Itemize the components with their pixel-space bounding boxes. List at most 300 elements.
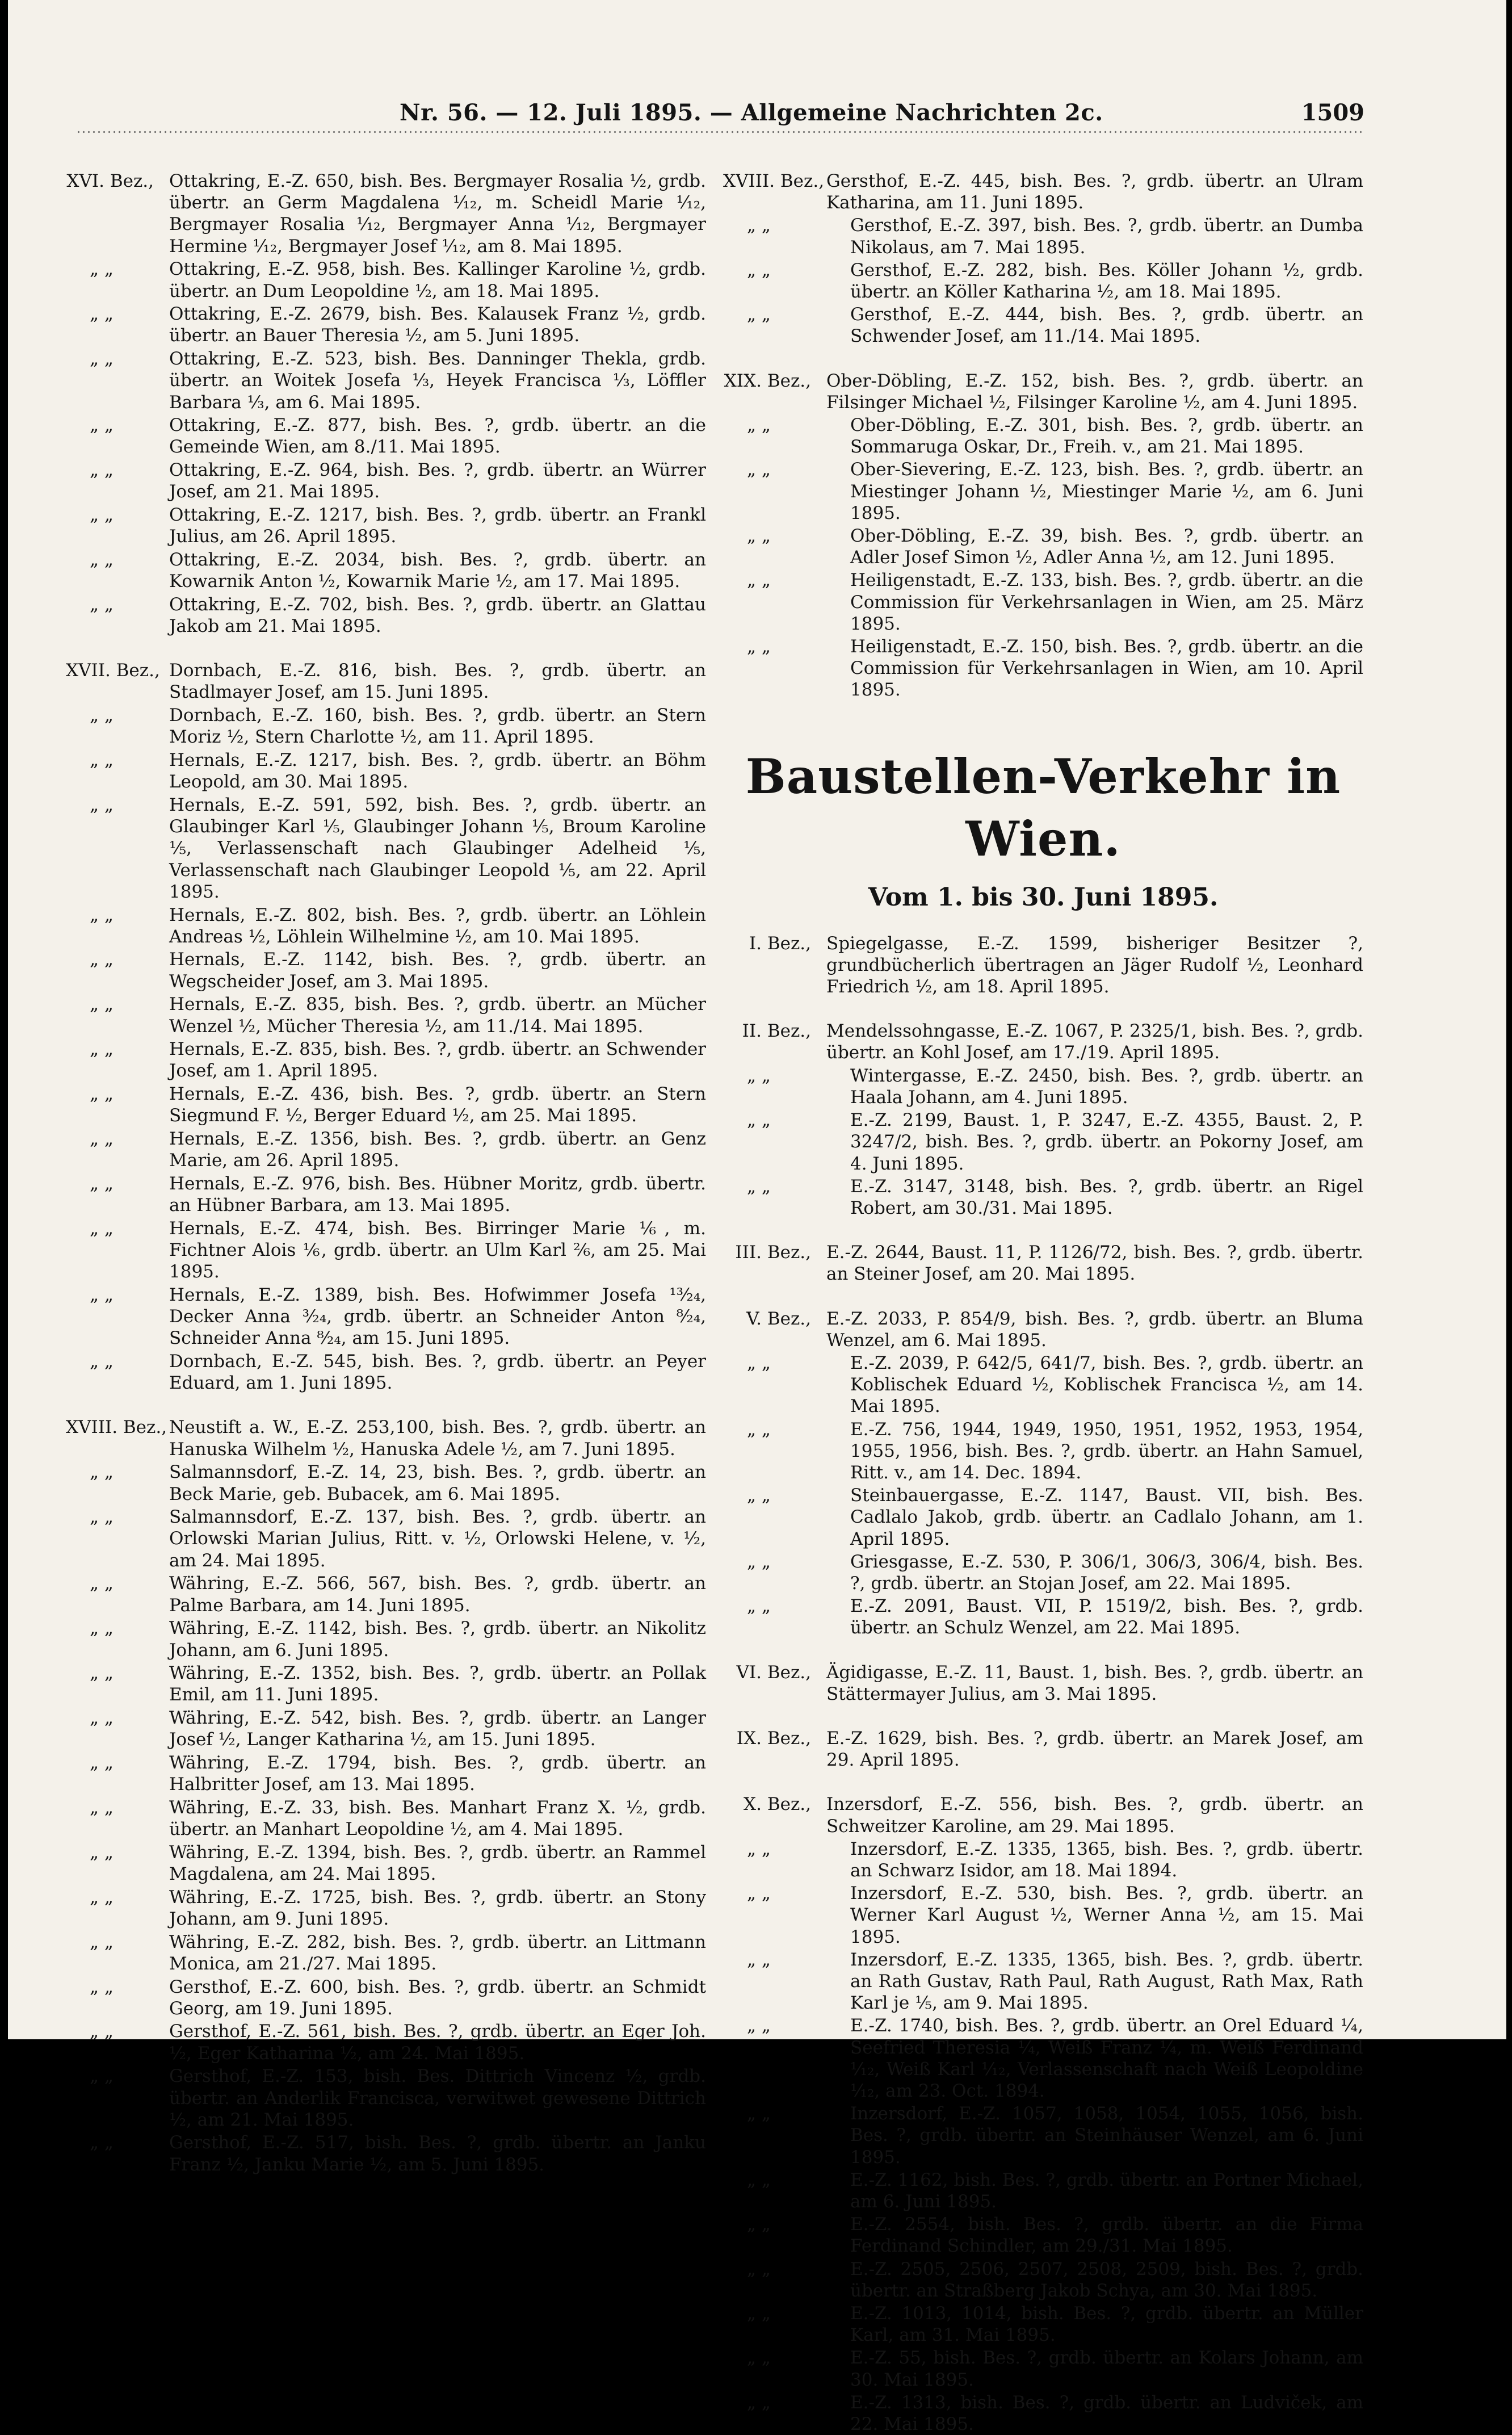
ditto-mark bbox=[723, 1595, 850, 1638]
ditto-mark bbox=[723, 2214, 850, 2257]
label-text: IX. Bez., bbox=[736, 1728, 811, 1749]
transfer-entry bbox=[66, 303, 706, 346]
entry-text: Hernals, E.-Z. 976, bish. Bes. Hübner Moritz, grdb. übertr. an Hübner Barbara, am 13. Mai 1895. bbox=[169, 1173, 706, 1216]
label-text: „ „ bbox=[90, 1931, 114, 1952]
entry-text: Ottakring, E.-Z. 523, bish. Bes. Danninger Thekla, grdb. übertr. an Woitek Josefa ⅓, Heyek Francisca ⅓, Löffler Barbara ⅓, am 6. Mai 1895. bbox=[169, 349, 706, 413]
ditto-mark bbox=[723, 304, 850, 347]
ditto-mark bbox=[66, 2065, 169, 2131]
ditto-mark bbox=[66, 2132, 169, 2175]
ditto-mark bbox=[723, 2169, 850, 2212]
transfer-entry bbox=[723, 215, 1363, 258]
district-label bbox=[723, 370, 826, 413]
transfer-entry bbox=[723, 1551, 1363, 1594]
district-label bbox=[66, 170, 169, 257]
ditto-mark bbox=[66, 1887, 169, 1930]
entry-text: Währing, E.-Z. 33, bish. Bes. Manhart Franz X. ½, grdb. übertr. an Manhart Leopoldine ½, am 4. Mai 1895. bbox=[169, 1797, 706, 1840]
ditto-mark bbox=[66, 794, 169, 903]
transfer-entry bbox=[723, 2015, 1363, 2102]
label-text: „ „ bbox=[90, 259, 114, 280]
label-text: „ „ bbox=[747, 1419, 771, 1440]
section-title: Baustellen-Verkehr in Wien. bbox=[745, 748, 1341, 867]
entry-text: E.-Z. 1740, bish. Bes. ?, grdb. übertr. an Orel Eduard ¼, Seefried Theresia ¼, Weiß Franz ¼, m. Weiß Ferdinand ¹⁄₁₂, Weiß Karl ¹⁄₁₂, Verlassenschaft nach Weiß Leopoldine ¹⁄₁₂, am 23. Oct. 1894. bbox=[850, 2015, 1363, 2102]
label-text: „ „ bbox=[747, 415, 771, 436]
ditto-mark bbox=[66, 1218, 169, 1283]
transfer-entry bbox=[723, 1485, 1363, 1550]
label-text: „ „ bbox=[747, 1551, 771, 1572]
label-text: „ „ bbox=[90, 1618, 114, 1639]
transfer-entry bbox=[723, 370, 1363, 413]
label-text: „ „ bbox=[747, 1883, 771, 1904]
label-text: II. Bez., bbox=[742, 1021, 811, 1042]
ditto-mark bbox=[723, 459, 850, 524]
district-label bbox=[723, 1020, 826, 1063]
entry-text: Hernals, E.-Z. 474, bish. Bes. Birringer Marie ⅙, m. Fichtner Alois ⅙, grdb. übertr. an Ulm Karl ²⁄₆, am 25. Mai 1895. bbox=[169, 1218, 706, 1283]
entry-text: E.-Z. 2039, P. 642/5, 641/7, bish. Bes. ?, grdb. übertr. an Koblischek Eduard ½, Koblischek Francisca ½, am 14. Mai 1895. bbox=[850, 1352, 1363, 1417]
label-text: „ „ bbox=[90, 505, 114, 526]
transfer-entry bbox=[66, 994, 706, 1037]
label-text: XVII. Bez., bbox=[66, 660, 160, 681]
entry-text: E.-Z. 1162, bish. Bes. ?, grdb. übertr. an Portner Michael, am 6. Juni 1895. bbox=[850, 2169, 1363, 2212]
ditto-mark bbox=[723, 569, 850, 635]
entry-text: Salmannsdorf, E.-Z. 14, 23, bish. Bes. ?, grdb. übertr. an Beck Marie, geb. Bubacek, am 6. Mai 1895. bbox=[169, 1462, 706, 1504]
label-text: „ „ bbox=[747, 1949, 771, 1970]
label-text: „ „ bbox=[90, 1462, 114, 1483]
ditto-mark bbox=[723, 1949, 850, 2014]
page-number: 1509 bbox=[1301, 99, 1364, 126]
transfer-entry bbox=[723, 1109, 1363, 1175]
entry-text: Gersthof, E.-Z. 397, bish. Bes. ?, grdb. übertr. an Dumba Nikolaus, am 7. Mai 1895. bbox=[850, 215, 1363, 258]
ditto-mark bbox=[723, 1551, 850, 1594]
entry-text: Währing, E.-Z. 542, bish. Bes. ?, grdb. übertr. an Langer Josef ½, Langer Katharina ½, am 15. Juni 1895. bbox=[169, 1708, 706, 1750]
transfer-entry bbox=[66, 1128, 706, 1171]
district-label bbox=[723, 1662, 826, 1705]
ditto-mark bbox=[66, 1573, 169, 1616]
ditto-mark bbox=[66, 1707, 169, 1750]
ditto-mark bbox=[723, 2392, 850, 2435]
running-head: Nr. 56. — 12. Juli 1895. — Allgemeine Nachrichten 2c. bbox=[400, 99, 1103, 126]
label-text: „ „ bbox=[747, 1110, 771, 1131]
label-text: VI. Bez., bbox=[736, 1662, 811, 1683]
label-text: „ „ bbox=[90, 1129, 114, 1150]
district-label bbox=[723, 1242, 826, 1285]
label-text: „ „ bbox=[747, 526, 771, 547]
transfer-entry bbox=[723, 1793, 1363, 1837]
label-text: „ „ bbox=[90, 794, 114, 815]
label-text: „ „ bbox=[747, 2392, 771, 2413]
transfer-entry bbox=[723, 569, 1363, 635]
label-text: „ „ bbox=[747, 304, 771, 325]
ditto-mark bbox=[723, 2303, 850, 2346]
ditto-mark bbox=[66, 549, 169, 592]
left-column bbox=[66, 170, 706, 2176]
label-text: „ „ bbox=[90, 949, 114, 970]
label-text: X. Bez., bbox=[744, 1794, 811, 1815]
ditto-mark bbox=[66, 705, 169, 748]
entry-text: Inzersdorf, E.-Z. 1335, 1365, bish. Bes. ?, grdb. übertr. an Schwarz Isidor, am 18. Mai 1894. bbox=[850, 1838, 1363, 1881]
entry-text: Gersthof, E.-Z. 517, bish. Bes. ?, grdb. übertr. an Janku Franz ½, Janku Marie ½, am 5. Juni 1895. bbox=[169, 2132, 706, 2175]
ditto-mark bbox=[723, 636, 850, 701]
label-text: „ „ bbox=[747, 1065, 771, 1086]
label-text: „ „ bbox=[747, 2303, 771, 2324]
label-text: „ „ bbox=[747, 215, 771, 236]
label-text: „ „ bbox=[747, 2015, 771, 2036]
ditto-mark bbox=[723, 1109, 850, 1175]
label-text: „ „ bbox=[90, 1507, 114, 1528]
ditto-mark bbox=[723, 2015, 850, 2102]
entry-text: Ottakring, E.-Z. 650, bish. Bes. Bergmayer Rosalia ½, grdb. übertr. an Germ Magdalena ¹⁄₁₂, m. Scheidl Marie ¹⁄₁₂, Bergmayer Rosalia ¹⁄₁₂, Bergmayer Anna ¹⁄₁₂, Bergmayer Hermine ¹⁄₁₂, Bergmayer Josef ¹⁄₁₂, am 8. Mai 1895. bbox=[169, 171, 706, 257]
entry-text: Gersthof, E.-Z. 600, bish. Bes. ?, grdb. übertr. an Schmidt Georg, am 19. Juni 1895. bbox=[169, 1976, 706, 2019]
label-text: „ „ bbox=[90, 594, 114, 615]
entry-text: Gersthof, E.-Z. 445, bish. Bes. ?, grdb. übertr. an Ulram Katharina, am 11. Juni 1895. bbox=[826, 171, 1363, 213]
entry-text: Hernals, E.-Z. 835, bish. Bes. ?, grdb. übertr. an Schwender Josef, am 1. April 1895. bbox=[169, 1039, 706, 1082]
ditto-mark bbox=[66, 904, 169, 948]
header-rule bbox=[76, 129, 1364, 136]
entry-text: Hernals, E.-Z. 1389, bish. Bes. Hofwimmer Josefa ¹³⁄₂₄, Decker Anna ³⁄₂₄, grdb. übertr. an Schneider Anton ⁸⁄₂₄, Schneider Anna ⁸⁄₂₄, am 15. Juni 1895. bbox=[169, 1284, 706, 1349]
entry-text: E.-Z. 2033, P. 854/9, bish. Bes. ?, grdb. übertr. an Bluma Wenzel, am 6. Mai 1895. bbox=[826, 1308, 1363, 1351]
transfer-entry bbox=[66, 2021, 706, 2064]
transfer-entry bbox=[66, 549, 706, 592]
label-text: XVIII. Bez., bbox=[66, 1417, 167, 1438]
ditto-mark bbox=[66, 1038, 169, 1082]
transfer-entry bbox=[66, 1976, 706, 2019]
label-text: „ „ bbox=[90, 1753, 114, 1774]
label-text: XVIII. Bez., bbox=[723, 171, 825, 191]
label-text: „ „ bbox=[747, 2348, 771, 2369]
district-label bbox=[723, 1793, 826, 1837]
entry-text: Wintergasse, E.-Z. 2450, bish. Bes. ?, grdb. übertr. an Haala Johann, am 4. Juni 1895. bbox=[850, 1065, 1363, 1108]
transfer-entry bbox=[66, 504, 706, 547]
transfer-entry bbox=[723, 304, 1363, 347]
entry-text: Hernals, E.-Z. 1142, bish. Bes. ?, grdb. übertr. an Wegscheider Josef, am 3. Mai 1895. bbox=[169, 949, 706, 992]
entry-text: Heiligenstadt, E.-Z. 133, bish. Bes. ?, grdb. übertr. an die Commission für Verkehrsanlagen in Wien, am 25. März 1895. bbox=[850, 570, 1363, 634]
entry-text: Hernals, E.-Z. 1356, bish. Bes. ?, grdb. übertr. an Genz Marie, am 26. April 1895. bbox=[169, 1129, 706, 1171]
ditto-mark bbox=[723, 259, 850, 303]
transfer-entry bbox=[66, 348, 706, 413]
label-text: III. Bez., bbox=[735, 1242, 811, 1263]
transfer-entry bbox=[66, 1707, 706, 1750]
label-text: „ „ bbox=[747, 636, 771, 657]
ditto-mark bbox=[66, 1842, 169, 1885]
label-text: V. Bez., bbox=[746, 1308, 811, 1329]
transfer-entry bbox=[723, 1662, 1363, 1705]
ditto-mark bbox=[66, 1284, 169, 1349]
label-text: „ „ bbox=[90, 994, 114, 1015]
ditto-mark bbox=[723, 1838, 850, 1881]
ditto-mark bbox=[723, 1485, 850, 1550]
label-text: „ „ bbox=[90, 1173, 114, 1194]
entry-text: Ober-Sievering, E.-Z. 123, bish. Bes. ?, grdb. übertr. an Miestinger Johann ½, Miestinger Marie ½, am 6. Juni 1895. bbox=[850, 459, 1363, 523]
label-text: „ „ bbox=[747, 1352, 771, 1373]
entry-text: Hernals, E.-Z. 436, bish. Bes. ?, grdb. übertr. an Stern Siegmund F. ½, Berger Eduard ½, am 25. Mai 1895. bbox=[169, 1084, 706, 1126]
transfer-entry bbox=[66, 459, 706, 502]
entry-text: E.-Z. 2644, Baust. 11, P. 1126/72, bish. Bes. ?, grdb. übertr. an Steiner Josef, am 20. Mai 1895. bbox=[826, 1242, 1363, 1285]
entry-text: Währing, E.-Z. 566, 567, bish. Bes. ?, grdb. übertr. an Palme Barbara, am 14. Juni 1895. bbox=[169, 1573, 706, 1616]
transfer-entry bbox=[723, 2303, 1363, 2346]
transfer-entry bbox=[66, 1931, 706, 1975]
label-text: „ „ bbox=[90, 1218, 114, 1239]
label-text: XIX. Bez., bbox=[724, 370, 811, 391]
transfer-entry bbox=[66, 794, 706, 903]
label-text: „ „ bbox=[90, 1084, 114, 1105]
entry-text: Inzersdorf, E.-Z. 1335, 1365, bish. Bes. ?, grdb. übertr. an Rath Gustav, Rath Paul, Rath August, Rath Max, Rath Karl je ⅕, am 9. Mai 1895. bbox=[850, 1949, 1363, 2014]
transfer-entry bbox=[66, 1887, 706, 1930]
label-text: „ „ bbox=[90, 1976, 114, 1997]
transfer-entry bbox=[66, 414, 706, 458]
ditto-mark bbox=[723, 2347, 850, 2390]
label-text: „ „ bbox=[90, 304, 114, 325]
ditto-mark bbox=[66, 1461, 169, 1504]
district-label bbox=[723, 1728, 826, 1771]
label-text: I. Bez., bbox=[749, 933, 811, 954]
entry-text: E.-Z. 3147, 3148, bish. Bes. ?, grdb. übertr. an Rigel Robert, am 30./31. Mai 1895. bbox=[850, 1176, 1363, 1218]
ditto-mark bbox=[723, 1419, 850, 1484]
transfer-entry bbox=[66, 1351, 706, 1394]
transfer-entry bbox=[723, 2214, 1363, 2257]
entry-text: Hernals, E.-Z. 802, bish. Bes. ?, grdb. übertr. an Löhlein Andreas ½, Löhlein Wilhelmine ½, am 10. Mai 1895. bbox=[169, 904, 706, 947]
entry-text: Gersthof, E.-Z. 153, bish. Bes. Dittrich Vincenz ½, grdb. übertr. an Anderlik Francisca, verwitwet gewesene Dittrich ½, am 21. Mai 1895. bbox=[169, 2066, 706, 2130]
transfer-entry bbox=[723, 259, 1363, 303]
label-text: „ „ bbox=[747, 1596, 771, 1617]
label-text: „ „ bbox=[747, 2169, 771, 2190]
entry-text: Währing, E.-Z. 1142, bish. Bes. ?, grdb. übertr. an Nikolitz Johann, am 6. Juni 1895. bbox=[169, 1618, 706, 1661]
transfer-entry bbox=[66, 705, 706, 748]
transfer-entry bbox=[723, 2103, 1363, 2168]
entry-text: Inzersdorf, E.-Z. 1057, 1058, 1054, 1055, 1056, bish. Bes. ?, grdb. übertr. an Steinhäuser Wenzel, am 6. Juni 1895. bbox=[850, 2103, 1363, 2168]
transfer-entry bbox=[66, 1461, 706, 1504]
entry-text: E.-Z. 1013, 1014, bish. Bes. ?, grdb. übertr. an Müller Karl, am 31. Mai 1895. bbox=[850, 2303, 1363, 2346]
ditto-mark bbox=[66, 2021, 169, 2064]
entry-text: Ottakring, E.-Z. 702, bish. Bes. ?, grdb. übertr. an Glattau Jakob am 21. Mai 1895. bbox=[169, 594, 706, 637]
entry-text: Währing, E.-Z. 1352, bish. Bes. ?, grdb. übertr. an Pollak Emil, am 11. Juni 1895. bbox=[169, 1663, 706, 1705]
ditto-mark bbox=[66, 1662, 169, 1705]
entry-text: E.-Z. 2091, Baust. VII, P. 1519/2, bish. Bes. ?, grdb. übertr. an Schulz Wenzel, am 22. Mai 1895. bbox=[850, 1596, 1363, 1638]
transfer-entry bbox=[723, 1242, 1363, 1285]
newspaper-page bbox=[8, 0, 1506, 2435]
entry-text: Ottakring, E.-Z. 1217, bish. Bes. ?, grdb. übertr. an Frankl Julius, am 26. April 1895. bbox=[169, 505, 706, 547]
ditto-mark bbox=[66, 1931, 169, 1975]
entry-text: Ottakring, E.-Z. 2034, bish. Bes. ?, grdb. übertr. an Kowarnik Anton ½, Kowarnik Marie ½, am 17. Mai 1895. bbox=[169, 549, 706, 592]
ditto-mark bbox=[723, 1883, 850, 1948]
entry-text: Gersthof, E.-Z. 444, bish. Bes. ?, grdb. übertr. an Schwender Josef, am 11./14. Mai 1895. bbox=[850, 304, 1363, 347]
transfer-entry bbox=[723, 1020, 1363, 1063]
label-text: XVI. Bez., bbox=[66, 171, 154, 191]
label-text: „ „ bbox=[90, 460, 114, 481]
entry-text: Salmannsdorf, E.-Z. 137, bish. Bes. ?, grdb. übertr. an Orlowski Marian Julius, Ritt. v. ½, Orlowski Helene, v. ½, am 24. Mai 1895. bbox=[169, 1507, 706, 1571]
entry-text: E.-Z. 55, bish. Bes. ?, grdb. übertr. an Kolars Johann, am 30. Mai 1895. bbox=[850, 2348, 1363, 2390]
entry-text: Mendelssohngasse, E.-Z. 1067, P. 2325/1, bish. Bes. ?, grdb. übertr. an Kohl Josef, am 17./19. April 1895. bbox=[826, 1021, 1363, 1063]
entry-text: Inzersdorf, E.-Z. 556, bish. Bes. ?, grdb. übertr. an Schweitzer Karoline, am 29. Mai 1895. bbox=[826, 1794, 1363, 1837]
transfer-entry bbox=[723, 933, 1363, 998]
transfer-entry bbox=[723, 459, 1363, 524]
ditto-mark bbox=[723, 1352, 850, 1418]
property-transfers-continued bbox=[723, 170, 1363, 701]
ditto-mark bbox=[66, 594, 169, 637]
transfer-entry bbox=[723, 1949, 1363, 2014]
entry-text: Währing, E.-Z. 282, bish. Bes. ?, grdb. übertr. an Littmann Monica, am 21./27. Mai 1895. bbox=[169, 1931, 706, 1974]
transfer-entry bbox=[66, 1173, 706, 1216]
entry-text: Heiligenstadt, E.-Z. 150, bish. Bes. ?, grdb. übertr. an die Commission für Verkehrsanlagen in Wien, am 10. April 1895. bbox=[850, 636, 1363, 701]
transfer-entry bbox=[723, 1352, 1363, 1418]
label-text: „ „ bbox=[90, 1573, 114, 1594]
label-text: „ „ bbox=[90, 1284, 114, 1305]
entry-text: Steinbauergasse, E.-Z. 1147, Baust. VII, bish. Bes. Cadlalo Jakob, grdb. übertr. an Cadlalo Johann, am 1. April 1895. bbox=[850, 1485, 1363, 1549]
ditto-mark bbox=[66, 1173, 169, 1216]
transfer-entry bbox=[723, 2169, 1363, 2212]
ditto-mark bbox=[66, 1752, 169, 1795]
entry-text: Ägidigasse, E.-Z. 11, Baust. 1, bish. Bes. ?, grdb. übertr. an Stättermayer Julius, am 3. Mai 1895. bbox=[826, 1662, 1363, 1704]
transfer-entry bbox=[66, 1416, 706, 1460]
ditto-mark bbox=[66, 348, 169, 413]
transfer-entry bbox=[66, 1842, 706, 1885]
entry-text: E.-Z. 1629, bish. Bes. ?, grdb. übertr. an Marek Josef, am 29. April 1895. bbox=[826, 1728, 1363, 1771]
entry-text: Ottakring, E.-Z. 964, bish. Bes. ?, grdb. übertr. an Würrer Josef, am 21. Mai 1895. bbox=[169, 460, 706, 502]
entry-text: Griesgasse, E.-Z. 530, P. 306/1, 306/3, 306/4, bish. Bes. ?, grdb. übertr. an Stojan Josef, am 22. Mai 1895. bbox=[850, 1551, 1363, 1594]
ditto-mark bbox=[66, 1976, 169, 2019]
label-text: „ „ bbox=[747, 2258, 771, 2279]
transfer-entry bbox=[66, 904, 706, 948]
label-text: „ „ bbox=[747, 1838, 771, 1859]
transfer-entry bbox=[723, 1728, 1363, 1771]
transfer-entry bbox=[723, 1176, 1363, 1219]
ditto-mark bbox=[723, 1176, 850, 1219]
entry-text: Ober-Döbling, E.-Z. 39, bish. Bes. ?, grdb. übertr. an Adler Josef Simon ½, Adler Anna ½, am 12. Juni 1895. bbox=[850, 526, 1363, 568]
ditto-mark bbox=[723, 2258, 850, 2302]
district-label bbox=[723, 933, 826, 998]
transfer-entry bbox=[723, 1308, 1363, 1351]
right-column bbox=[723, 170, 1363, 2435]
building-sites-section bbox=[723, 745, 1363, 2435]
transfer-entry bbox=[66, 1662, 706, 1705]
label-text: „ „ bbox=[90, 904, 114, 925]
transfer-entry bbox=[66, 660, 706, 703]
ditto-mark bbox=[723, 215, 850, 258]
label-text: „ „ bbox=[90, 705, 114, 726]
entry-text: Ottakring, E.-Z. 958, bish. Bes. Kallinger Karoline ½, grdb. übertr. an Dum Leopoldine ½, am 18. Mai 1895. bbox=[169, 259, 706, 301]
transfer-entry bbox=[66, 1573, 706, 1616]
transfer-entry bbox=[66, 1284, 706, 1349]
entry-text: E.-Z. 2199, Baust. 1, P. 3247, E.-Z. 4355, Baust. 2, P. 3247/2, bish. Bes. ?, grdb. übertr. an Pokorny Josef, am 4. Juni 1895. bbox=[850, 1110, 1363, 1174]
transfer-entry bbox=[66, 1506, 706, 1571]
transfer-entry bbox=[723, 1419, 1363, 1484]
transfer-entry bbox=[66, 2132, 706, 2175]
transfer-entry bbox=[723, 170, 1363, 213]
entry-text: Ottakring, E.-Z. 877, bish. Bes. ?, grdb. übertr. an die Gemeinde Wien, am 8./11. Mai 1895. bbox=[169, 415, 706, 458]
transfer-entry bbox=[723, 414, 1363, 458]
entry-text: Ober-Döbling, E.-Z. 301, bish. Bes. ?, grdb. übertr. an Sommaruga Oskar, Dr., Freih. v., am 21. Mai 1895. bbox=[850, 415, 1363, 458]
label-text: „ „ bbox=[747, 259, 771, 280]
entry-text: Währing, E.-Z. 1725, bish. Bes. ?, grdb. übertr. an Stony Johann, am 9. Juni 1895. bbox=[169, 1887, 706, 1929]
ditto-mark bbox=[723, 414, 850, 458]
transfer-entry bbox=[66, 258, 706, 301]
label-text: „ „ bbox=[90, 1842, 114, 1863]
transfer-entry bbox=[723, 636, 1363, 701]
transfer-entry bbox=[66, 1617, 706, 1661]
entry-text: Dornbach, E.-Z. 816, bish. Bes. ?, grdb. übertr. an Stadlmayer Josef, am 15. Juni 1895. bbox=[169, 660, 706, 703]
entry-text: Hernals, E.-Z. 835, bish. Bes. ?, grdb. übertr. an Mücher Wenzel ½, Mücher Theresia ½, am 11./14. Mai 1895. bbox=[169, 994, 706, 1037]
entry-text: Währing, E.-Z. 1394, bish. Bes. ?, grdb. übertr. an Rammel Magdalena, am 24. Mai 1895. bbox=[169, 1842, 706, 1885]
ditto-mark bbox=[66, 1351, 169, 1394]
label-text: „ „ bbox=[90, 1039, 114, 1060]
label-text: „ „ bbox=[747, 570, 771, 591]
ditto-mark bbox=[66, 303, 169, 346]
district-label bbox=[66, 660, 169, 703]
ditto-mark bbox=[66, 258, 169, 301]
transfer-entry bbox=[66, 1083, 706, 1126]
ditto-mark bbox=[723, 2103, 850, 2168]
transfer-entry bbox=[66, 1218, 706, 1283]
entry-text: Ottakring, E.-Z. 2679, bish. Bes. Kalausek Franz ½, grdb. übertr. an Bauer Theresia ½, am 5. Juni 1895. bbox=[169, 304, 706, 346]
entry-text: Hernals, E.-Z. 1217, bish. Bes. ?, grdb. übertr. an Böhm Leopold, am 30. Mai 1895. bbox=[169, 750, 706, 793]
transfer-entry bbox=[66, 170, 706, 257]
entry-text: E.-Z. 756, 1944, 1949, 1950, 1951, 1952, 1953, 1954, 1955, 1956, bish. Bes. ?, grdb. übertr. an Hahn Samuel, Ritt. v., am 14. Dec. 1894. bbox=[850, 1419, 1363, 1483]
label-text: „ „ bbox=[747, 2103, 771, 2124]
label-text: „ „ bbox=[90, 1708, 114, 1729]
entry-text: Hernals, E.-Z. 591, 592, bish. Bes. ?, grdb. übertr. an Glaubinger Karl ⅕, Glaubinger Johann ⅕, Broum Karoline ⅕, Verlassenschaft nach Glaubinger Adelheid ⅕, Verlassenschaft nach Glaubinger Leopold ⅕, am 22. April 1895. bbox=[169, 794, 706, 902]
entry-text: E.-Z. 1313, bish. Bes. ?, grdb. übertr. an Ludviček, am 22. Mai 1895. bbox=[850, 2392, 1363, 2435]
transfer-entry bbox=[723, 1883, 1363, 1948]
ditto-mark bbox=[66, 414, 169, 458]
transfer-entry bbox=[66, 1038, 706, 1082]
building-sites-list bbox=[723, 933, 1363, 2435]
ditto-mark bbox=[66, 504, 169, 547]
transfer-entry bbox=[66, 749, 706, 793]
label-text: „ „ bbox=[747, 459, 771, 480]
district-label bbox=[723, 170, 826, 213]
label-text: „ „ bbox=[90, 2132, 114, 2153]
ditto-mark bbox=[66, 459, 169, 502]
entry-text: Gersthof, E.-Z. 282, bish. Bes. Köller Johann ½, grdb. übertr. an Köller Katharina ½, am 18. Mai 1895. bbox=[850, 259, 1363, 303]
district-label bbox=[723, 1308, 826, 1351]
ditto-mark bbox=[66, 949, 169, 992]
label-text: „ „ bbox=[90, 1887, 114, 1908]
label-text: „ „ bbox=[90, 349, 114, 370]
entry-text: Neustift a. W., E.-Z. 253,100, bish. Bes. ?, grdb. übertr. an Hanuska Wilhelm ½, Hanuska Adele ½, am 7. Juni 1895. bbox=[169, 1417, 706, 1460]
label-text: „ „ bbox=[90, 750, 114, 771]
transfer-entry bbox=[723, 1595, 1363, 1638]
label-text: „ „ bbox=[747, 1176, 771, 1197]
transfer-entry bbox=[66, 594, 706, 637]
entry-text: Gersthof, E.-Z. 561, bish. Bes. ?, grdb. übertr. an Eger Joh. ½, Eger Katharina ½, am 24. Mai 1895. bbox=[169, 2021, 706, 2064]
page-header bbox=[8, 99, 1506, 133]
entry-text: Dornbach, E.-Z. 545, bish. Bes. ?, grdb. übertr. an Peyer Eduard, am 1. Juni 1895. bbox=[169, 1351, 706, 1394]
ditto-mark bbox=[66, 1617, 169, 1661]
transfer-entry bbox=[723, 2347, 1363, 2390]
ditto-mark bbox=[66, 1506, 169, 1571]
transfer-entry bbox=[723, 1838, 1363, 1881]
transfer-entry bbox=[66, 1752, 706, 1795]
ditto-mark bbox=[66, 749, 169, 793]
entry-text: Währing, E.-Z. 1794, bish. Bes. ?, grdb. übertr. an Halbritter Josef, am 13. Mai 1895. bbox=[169, 1753, 706, 1795]
transfer-entry bbox=[723, 2392, 1363, 2435]
transfer-entry bbox=[66, 949, 706, 992]
ditto-mark bbox=[66, 1797, 169, 1840]
label-text: „ „ bbox=[90, 1351, 114, 1372]
transfer-entry bbox=[723, 525, 1363, 568]
entry-text: Ober-Döbling, E.-Z. 152, bish. Bes. ?, grdb. übertr. an Filsinger Michael ½, Filsinger Karoline ½, am 4. Juni 1895. bbox=[826, 370, 1363, 413]
label-text: „ „ bbox=[90, 2066, 114, 2087]
ditto-mark bbox=[723, 1065, 850, 1108]
label-text: „ „ bbox=[747, 2214, 771, 2235]
transfer-entry bbox=[723, 1065, 1363, 1108]
transfer-entry bbox=[66, 1797, 706, 1840]
transfer-entry bbox=[723, 2258, 1363, 2302]
ditto-mark bbox=[723, 525, 850, 568]
entry-text: Inzersdorf, E.-Z. 530, bish. Bes. ?, grdb. übertr. an Werner Karl August ½, Werner Anna ½, am 15. Mai 1895. bbox=[850, 1883, 1363, 1947]
entry-text: Spiegelgasse, E.-Z. 1599, bisheriger Besitzer ?, grundbücherlich übertragen an Jäger Rudolf ½, Leonhard Friedrich ½, am 18. April 1895. bbox=[826, 933, 1363, 998]
ditto-mark bbox=[66, 1083, 169, 1126]
ditto-mark bbox=[66, 994, 169, 1037]
label-text: „ „ bbox=[90, 1797, 114, 1818]
